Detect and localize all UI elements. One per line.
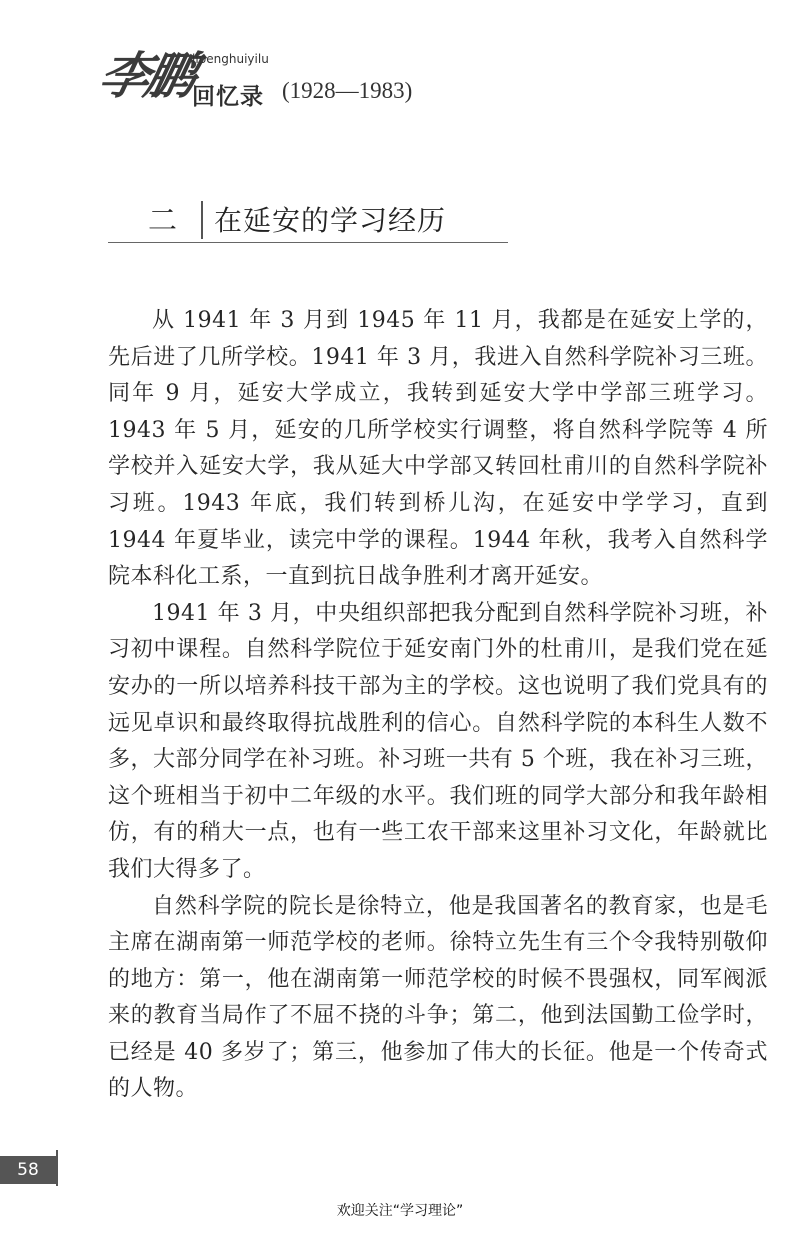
author-calligraphy: 李鹏	[93, 46, 199, 105]
chapter-divider	[201, 201, 203, 239]
paragraph: 从 1941 年 3 月到 1945 年 11 月，我都是在延安上学的，先后进了几所学校。1941 年 3 月，我进入自然科学院补习三班。同年 9 月，延安大学成立，我转到延安大学中学部三班学习。1943 年 5 月，延安的几所学校实行调整，将自然科学院等 4 所学校并入延安大学，我从延大中学部又转回杜甫川的自然科学院补习班。1943 年底，我们转到桥儿沟，在延安中学学习，直到 1944 年夏毕业，读完中学的课程。1944 年秋，我考入自然科学院本科化工系，一直到抗日战争胜利才离开延安。	[108, 308, 768, 590]
page-number-divider	[56, 1150, 58, 1186]
chapter-number: 二	[148, 203, 178, 237]
paragraph: 1941 年 3 月，中央组织部把我分配到自然科学院补习班，补习初中课程。自然科学院位于延安南门外的杜甫川，是我们党在延安办的一所以培养科技干部为主的学校。这也说明了我们党具有的远见卓识和最终取得抗战胜利的信心。自然科学院的本科生人数不多，大部分同学在补习班。补习班一共有 5 个班，我在补习三班，这个班相当于初中二年级的水平。我们班的同学大部分和我年龄相仿，有的稍大一点，也有一些工农干部来这里补习文化，年龄就比我们大得多了。	[108, 600, 768, 882]
page-number: 58	[0, 1156, 56, 1184]
header-memoir-title: 回忆录	[192, 84, 264, 110]
header-pinyin: lipenghuiyilu	[192, 52, 269, 66]
paragraph: 自然科学院的院长是徐特立，他是我国著名的教育家，也是毛主席在湖南第一师范学校的老师。徐特立先生有三个令我特别敬仰的地方：第一，他在湖南第一师范学校的时候不畏强权，同军阀派来的教育当局作了不屈不挠的斗争；第二，他到法国勤工俭学时，已经是 40 多岁了；第三，他参加了伟大的长征。他是一个传奇式的人物。	[108, 893, 768, 1102]
book-header	[93, 46, 520, 116]
body-text	[108, 303, 768, 1108]
chapter-heading	[108, 196, 508, 243]
footer-note: 欢迎关注“学习理论”	[336, 1203, 464, 1219]
chapter-title: 在延安的学习经历	[214, 204, 447, 237]
header-years: (1928—1983)	[282, 78, 413, 103]
